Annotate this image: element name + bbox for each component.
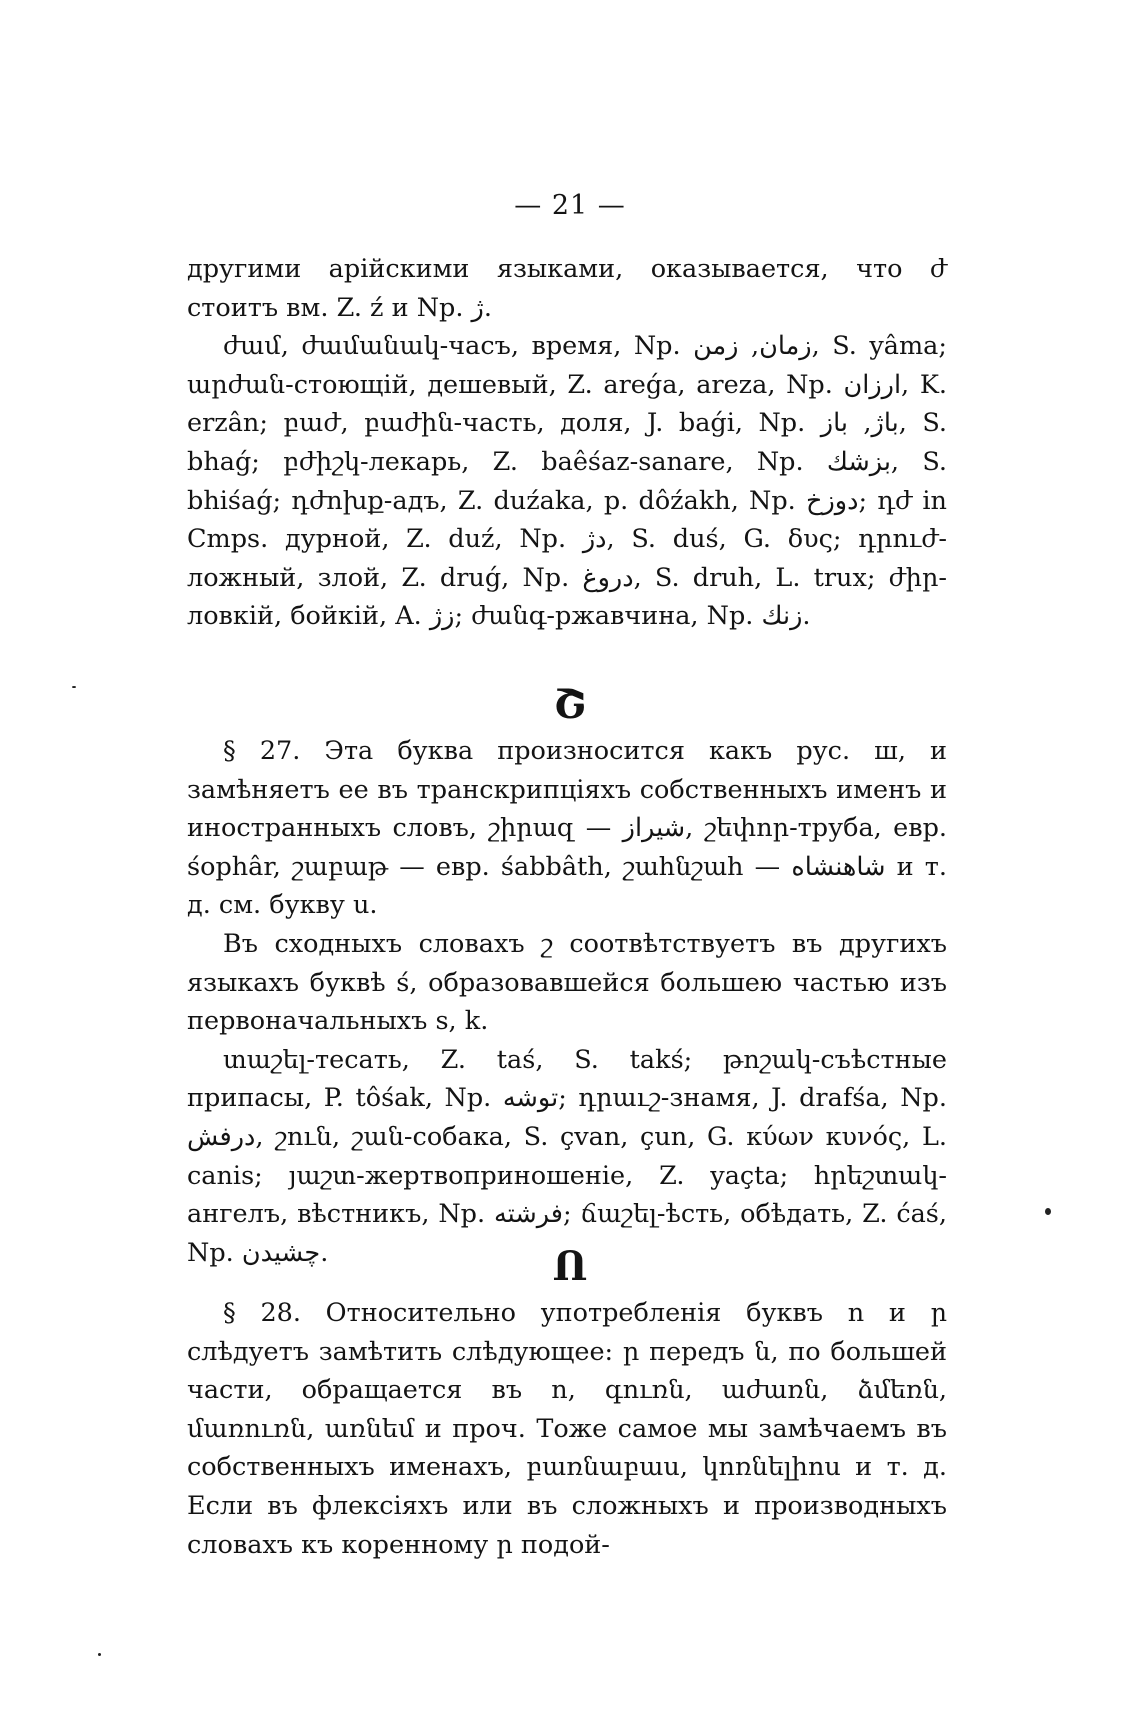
text-block-section-28 (187, 1294, 947, 1564)
text-block-section-27 (187, 732, 947, 1272)
paragraph: § 27. Эта буква произносится какъ рус. ш, и замѣняетъ ее въ транскрипціяхъ собственныхъ именъ и иностранныхъ словъ, շիրազ — شيراز, շեփոր-труба, евр. śophâr, շաբաթ — евр. śabbâth, շահնշահ — شاهنشاه и т. д. см. букву ս. (187, 736, 947, 921)
paragraph: другими арійскими языками, оказывается, что ժ стоитъ вм. Z. ź и Np. ژ. (187, 254, 947, 323)
letter-heading-sha: Շ (553, 681, 587, 728)
paragraph: ժամ, ժամանակ-часъ, время, Np. زمان, زمن, S. yâma; արժան-стоющій, дешевый, Z. areǵa, areza, Np. ارزان, K. erzân; բաժ, բաժին-часть, доля, J. baǵi, Np. باژ, باز, S. bhaǵ; բժիշկ-лекарь, Z. baêśaz-sanare, Np. بزشك, S. bhiśaǵ; դժոխք-адъ, Z. duźaka, p. dôźakh, Np. دوزخ; դժ in Cmps. дурной, Z. duź, Np. دژ, S. duś, G. δυς; դրուժ-ложный, злой, Z. druǵ, Np. دروغ, S. druh, L. trux; ժիր-ловкій, бойкій, A. زژ; ժանգ-ржавчина, Np. زنك. (187, 331, 947, 632)
text-block-ż-examples (187, 250, 947, 636)
paragraph: § 28. Относительно употребленія буквъ ո и ր слѣдуетъ замѣтить слѣдующее: ր передъ ն, по большей части, обращается въ ո, գուռն, աժառն, ձմեռն, մառուռն, առնեմ и проч. Тоже самое мы замѣчаемъ въ собственныхъ именахъ, բառնաբաս, կոռնելիոս и т. д. Если въ флексіяхъ или въ сложныхъ и производныхъ словахъ къ коренному ր подой- (187, 1298, 947, 1560)
page-number: — 21 — (514, 190, 626, 221)
paragraph: Въ сходныхъ словахъ շ соотвѣтствуетъ въ другихъ языкахъ буквѣ ś, образовавшейся большею частью изъ первоначальныхъ s, k. (187, 928, 947, 1037)
paragraph: տաշել-тесать, Z. taś, S. takś; թոշակ-съѣстные припасы, P. tôśak, Np. توشه; դրաւշ-знамя, J. drafśa, Np. درفش, շուն, շան-собака, S. çvan, çun, G. κύων κυνός, L. canis; յաշտ-жертвоприношеніе, Z. yaçta; հրեշտակ-ангелъ, вѣстникъ, Np. فرشته; ճաշել-ѣсть, обѣдать, Z. ćaś, Np. چشيدن. (187, 1044, 948, 1268)
print-speck (98, 1653, 101, 1656)
print-speck (72, 686, 76, 688)
print-speck (1045, 1208, 1051, 1215)
letter-heading-vo: Ո (552, 1243, 588, 1290)
